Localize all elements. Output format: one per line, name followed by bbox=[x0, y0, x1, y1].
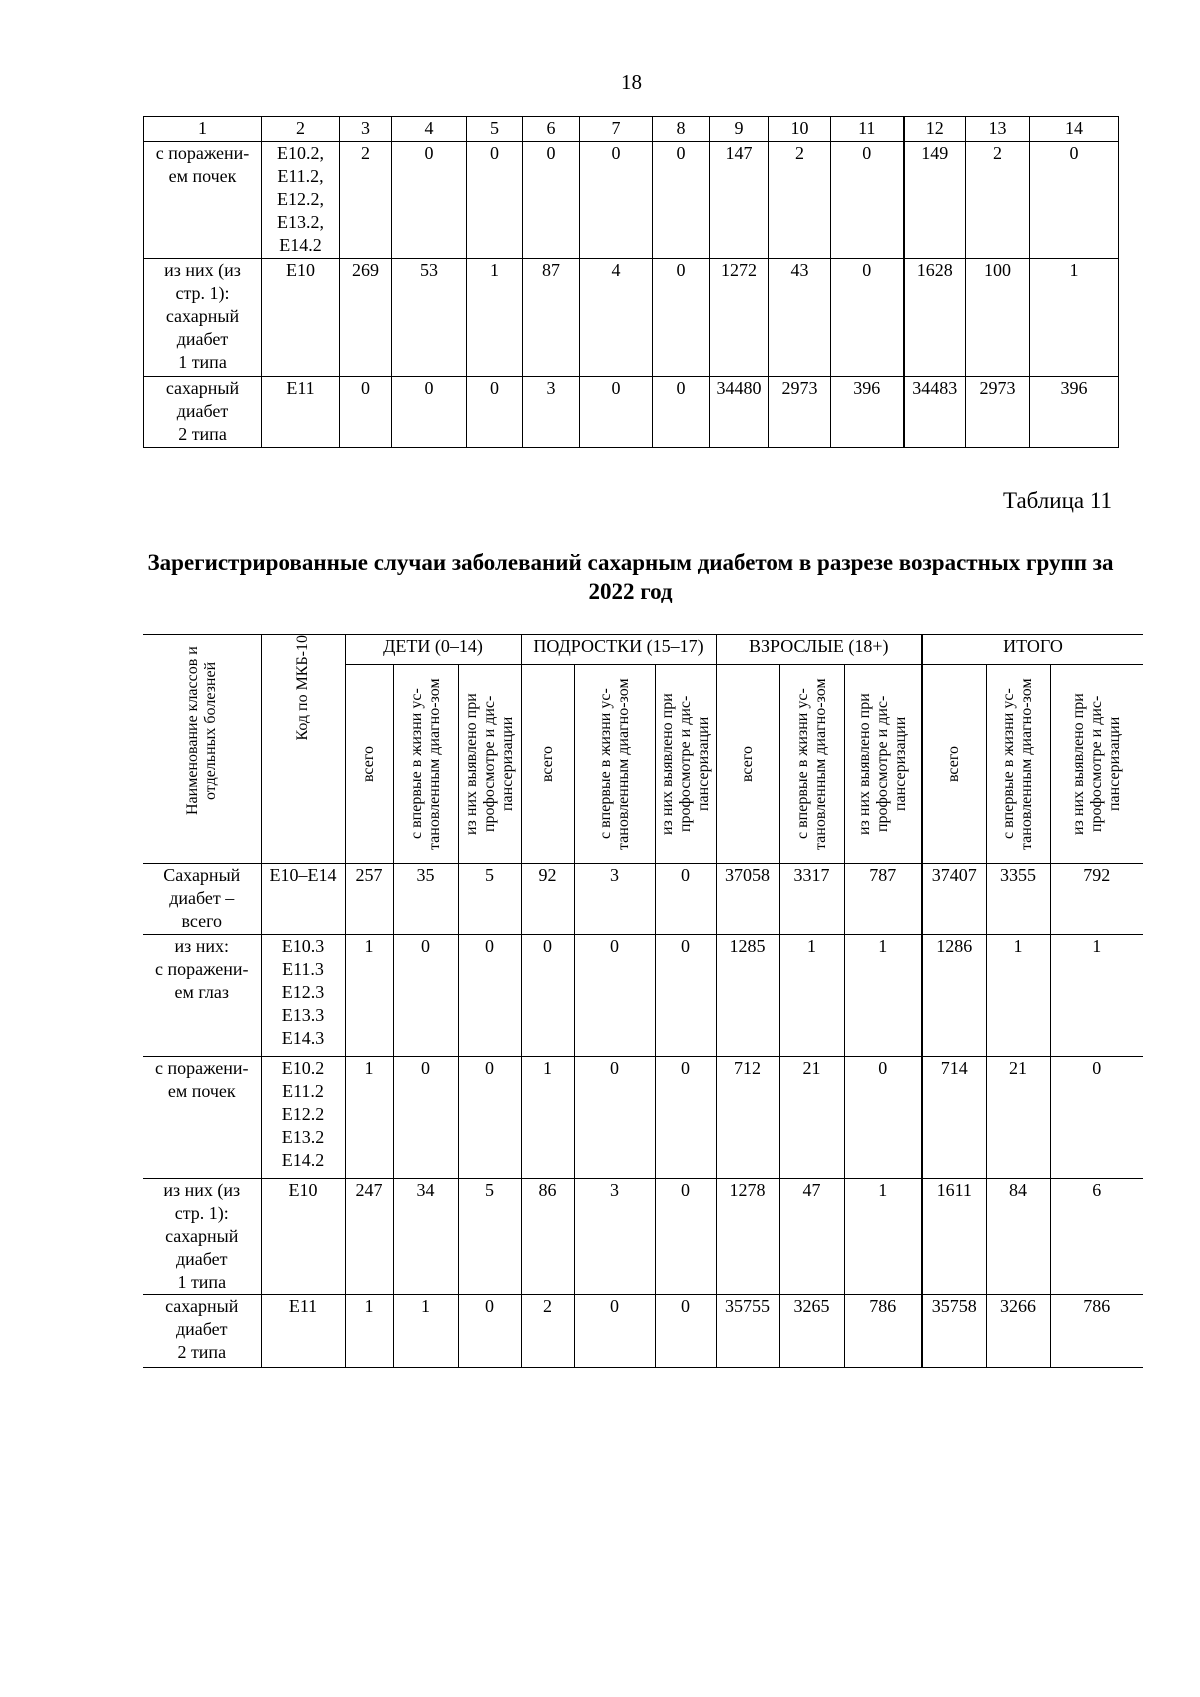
value-cell: 6 bbox=[1050, 1179, 1143, 1295]
value-cell: 0 bbox=[655, 935, 716, 1057]
table-label: Таблица 11 bbox=[1002, 488, 1112, 513]
value-cell: 1285 bbox=[716, 935, 779, 1057]
value-cell: 0 bbox=[844, 1057, 922, 1179]
value-cell: 2 bbox=[769, 142, 831, 259]
value-cell: 787 bbox=[844, 864, 922, 935]
value-cell: 149 bbox=[904, 142, 966, 259]
row-name-cell: сахарный диабет 2 типа bbox=[143, 1295, 261, 1368]
value-cell: 0 bbox=[458, 935, 521, 1057]
group-header-row bbox=[143, 635, 1143, 665]
value-cell: 712 bbox=[716, 1057, 779, 1179]
subheader-cell: из них выявлено при профосмотре и дис-пансеризации bbox=[655, 665, 716, 864]
value-cell: 3317 bbox=[779, 864, 844, 935]
value-cell: 0 bbox=[458, 1295, 521, 1368]
column-number: 14 bbox=[1030, 117, 1119, 142]
value-cell: 0 bbox=[831, 142, 904, 259]
value-cell: 269 bbox=[340, 259, 392, 377]
icd-code-cell: E11 bbox=[261, 1295, 345, 1368]
value-cell: 0 bbox=[655, 1057, 716, 1179]
value-cell: 0 bbox=[392, 142, 467, 259]
value-cell: 0 bbox=[1030, 142, 1119, 259]
column-number: 13 bbox=[966, 117, 1030, 142]
value-cell: 786 bbox=[1050, 1295, 1143, 1368]
value-cell: 92 bbox=[521, 864, 574, 935]
value-cell: 786 bbox=[844, 1295, 922, 1368]
value-cell: 34 bbox=[393, 1179, 458, 1295]
table-title: Зарегистрированные случаи заболеваний сахарным диабетом в разрезе возрастных групп за 2022 год bbox=[147, 550, 1114, 604]
value-cell: 792 bbox=[1050, 864, 1143, 935]
row-name-cell: с поражени- ем почек bbox=[144, 142, 262, 259]
value-cell: 3 bbox=[574, 1179, 655, 1295]
icd-code-cell: E10 bbox=[261, 1179, 345, 1295]
icd-code-cell: E10.3 E11.3 E12.3 E13.3 E14.3 bbox=[261, 935, 345, 1057]
group-header-total: ИТОГО bbox=[922, 635, 1143, 665]
column-number: 11 bbox=[831, 117, 904, 142]
value-cell: 21 bbox=[779, 1057, 844, 1179]
value-cell: 3266 bbox=[986, 1295, 1050, 1368]
column-number: 5 bbox=[467, 117, 523, 142]
value-cell: 1628 bbox=[904, 259, 966, 377]
table-row bbox=[144, 142, 1119, 259]
value-cell: 0 bbox=[521, 935, 574, 1057]
value-cell: 100 bbox=[966, 259, 1030, 377]
value-cell: 0 bbox=[655, 864, 716, 935]
row-name-cell: из них: с поражени- ем глаз bbox=[143, 935, 261, 1057]
value-cell: 1 bbox=[393, 1295, 458, 1368]
value-cell: 0 bbox=[393, 935, 458, 1057]
column-number: 9 bbox=[710, 117, 769, 142]
diabetes-age-groups-table bbox=[143, 634, 1143, 1368]
value-cell: 1 bbox=[844, 935, 922, 1057]
subheader-cell: из них выявлено при профосмотре и дис-пансеризации bbox=[1050, 665, 1143, 864]
subheader-cell: из них выявлено при профосмотре и дис-пансеризации bbox=[844, 665, 922, 864]
column-number: 7 bbox=[580, 117, 653, 142]
value-cell: 2973 bbox=[966, 377, 1030, 448]
subheader-cell: с впервые в жизни ус-тановленным диагно-зом bbox=[574, 665, 655, 864]
value-cell: 1286 bbox=[922, 935, 986, 1057]
value-cell: 35755 bbox=[716, 1295, 779, 1368]
value-cell: 34480 bbox=[710, 377, 769, 448]
subheader-cell: всего bbox=[922, 665, 986, 864]
value-cell: 1 bbox=[467, 259, 523, 377]
value-cell: 35758 bbox=[922, 1295, 986, 1368]
value-cell: 5 bbox=[458, 1179, 521, 1295]
value-cell: 714 bbox=[922, 1057, 986, 1179]
value-cell: 2 bbox=[966, 142, 1030, 259]
value-cell: 147 bbox=[710, 142, 769, 259]
value-cell: 396 bbox=[1030, 377, 1119, 448]
value-cell: 37058 bbox=[716, 864, 779, 935]
value-cell: 0 bbox=[340, 377, 392, 448]
value-cell: 247 bbox=[345, 1179, 393, 1295]
column-number: 2 bbox=[262, 117, 340, 142]
value-cell: 1 bbox=[345, 1295, 393, 1368]
column-number: 6 bbox=[523, 117, 580, 142]
group-header-children: ДЕТИ (0–14) bbox=[345, 635, 521, 665]
value-cell: 0 bbox=[523, 142, 580, 259]
value-cell: 0 bbox=[574, 1295, 655, 1368]
row-name-cell: Сахарный диабет – всего bbox=[143, 864, 261, 935]
column-number: 8 bbox=[653, 117, 710, 142]
value-cell: 34483 bbox=[904, 377, 966, 448]
value-cell: 43 bbox=[769, 259, 831, 377]
page-number: 18 bbox=[621, 70, 642, 94]
value-cell: 2 bbox=[521, 1295, 574, 1368]
value-cell: 0 bbox=[1050, 1057, 1143, 1179]
value-cell: 0 bbox=[467, 142, 523, 259]
table-row bbox=[143, 1057, 1143, 1179]
value-cell: 3265 bbox=[779, 1295, 844, 1368]
value-cell: 0 bbox=[393, 1057, 458, 1179]
subheader-cell: с впервые в жизни ус-тановленным диагно-зом bbox=[779, 665, 844, 864]
value-cell: 0 bbox=[653, 377, 710, 448]
value-cell: 3355 bbox=[986, 864, 1050, 935]
table-row bbox=[143, 864, 1143, 935]
value-cell: 0 bbox=[458, 1057, 521, 1179]
code-column-header: Код по МКБ-10 bbox=[261, 635, 345, 864]
value-cell: 35 bbox=[393, 864, 458, 935]
value-cell: 1 bbox=[345, 1057, 393, 1179]
value-cell: 0 bbox=[831, 259, 904, 377]
icd-code-cell: E10–E14 bbox=[261, 864, 345, 935]
value-cell: 1 bbox=[844, 1179, 922, 1295]
table-row bbox=[143, 935, 1143, 1057]
row-name-cell: из них (из стр. 1): сахарный диабет 1 типа bbox=[143, 1179, 261, 1295]
value-cell: 1272 bbox=[710, 259, 769, 377]
value-cell: 257 bbox=[345, 864, 393, 935]
value-cell: 84 bbox=[986, 1179, 1050, 1295]
value-cell: 1 bbox=[521, 1057, 574, 1179]
row-name-cell: сахарный диабет 2 типа bbox=[144, 377, 262, 448]
value-cell: 53 bbox=[392, 259, 467, 377]
value-cell: 0 bbox=[392, 377, 467, 448]
value-cell: 2 bbox=[340, 142, 392, 259]
group-header-adults: ВЗРОСЛЫЕ (18+) bbox=[716, 635, 922, 665]
group-header-teens: ПОДРОСТКИ (15–17) bbox=[521, 635, 716, 665]
value-cell: 86 bbox=[521, 1179, 574, 1295]
value-cell: 47 bbox=[779, 1179, 844, 1295]
subheader-cell: всего bbox=[521, 665, 574, 864]
table-row bbox=[144, 377, 1119, 448]
value-cell: 37407 bbox=[922, 864, 986, 935]
subheader-cell: всего bbox=[345, 665, 393, 864]
value-cell: 0 bbox=[574, 1057, 655, 1179]
value-cell: 1278 bbox=[716, 1179, 779, 1295]
value-cell: 1 bbox=[986, 935, 1050, 1057]
value-cell: 0 bbox=[580, 377, 653, 448]
column-number: 1 bbox=[144, 117, 262, 142]
row-name-cell: из них (из стр. 1): сахарный диабет 1 типа bbox=[144, 259, 262, 377]
subheader-cell: всего bbox=[716, 665, 779, 864]
value-cell: 2973 bbox=[769, 377, 831, 448]
value-cell: 3 bbox=[523, 377, 580, 448]
value-cell: 1 bbox=[1050, 935, 1143, 1057]
value-cell: 1 bbox=[345, 935, 393, 1057]
value-cell: 1 bbox=[1030, 259, 1119, 377]
table-row bbox=[143, 1179, 1143, 1295]
value-cell: 0 bbox=[655, 1179, 716, 1295]
continuation-table bbox=[143, 116, 1119, 448]
icd-code-cell: E10.2 E11.2 E12.2 E13.2 E14.2 bbox=[261, 1057, 345, 1179]
column-number-row bbox=[144, 117, 1119, 142]
value-cell: 1611 bbox=[922, 1179, 986, 1295]
icd-code-cell: E10 bbox=[262, 259, 340, 377]
value-cell: 21 bbox=[986, 1057, 1050, 1179]
row-name-cell: с поражени- ем почек bbox=[143, 1057, 261, 1179]
value-cell: 0 bbox=[467, 377, 523, 448]
value-cell: 4 bbox=[580, 259, 653, 377]
name-column-header: Наименование классов и отдельных болезней bbox=[143, 635, 261, 864]
column-number: 10 bbox=[769, 117, 831, 142]
value-cell: 0 bbox=[580, 142, 653, 259]
value-cell: 0 bbox=[653, 142, 710, 259]
subheader-cell: с впервые в жизни ус-тановленным диагно-зом bbox=[986, 665, 1050, 864]
value-cell: 5 bbox=[458, 864, 521, 935]
value-cell: 0 bbox=[653, 259, 710, 377]
icd-code-cell: E10.2, E11.2, E12.2, E13.2, E14.2 bbox=[262, 142, 340, 259]
value-cell: 0 bbox=[655, 1295, 716, 1368]
value-cell: 87 bbox=[523, 259, 580, 377]
subheader-cell: с впервые в жизни ус-тановленным диагно-зом bbox=[393, 665, 458, 864]
column-number: 4 bbox=[392, 117, 467, 142]
table-row bbox=[144, 259, 1119, 377]
value-cell: 1 bbox=[779, 935, 844, 1057]
value-cell: 0 bbox=[574, 935, 655, 1057]
column-number: 3 bbox=[340, 117, 392, 142]
value-cell: 396 bbox=[831, 377, 904, 448]
value-cell: 3 bbox=[574, 864, 655, 935]
column-number: 12 bbox=[904, 117, 966, 142]
subheader-cell: из них выявлено при профосмотре и дис-пансеризации bbox=[458, 665, 521, 864]
table-row bbox=[143, 1295, 1143, 1368]
icd-code-cell: E11 bbox=[262, 377, 340, 448]
